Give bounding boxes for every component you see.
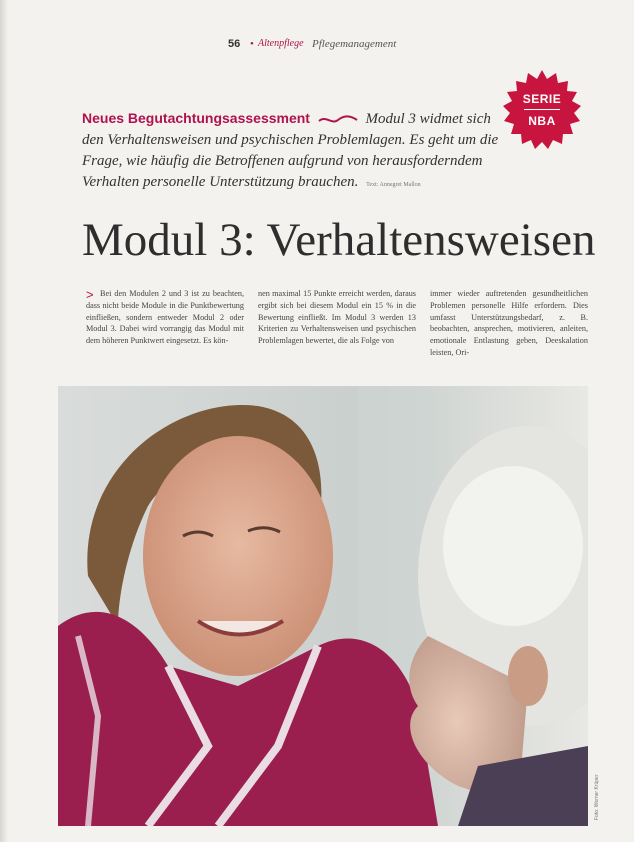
swirl-icon: [318, 115, 358, 125]
column-2-text: nen maximal 15 Punkte erreicht werden, daraus ergibt sich bei diesem Modul ein 15 % in die Bewertung einfließt. Im Modul 3 werden 13 Kriterien zu Verhaltensweisen und psychischen Problemlagen bewertet, die als Folge von: [258, 289, 416, 346]
chevron-right-icon: >: [86, 287, 94, 302]
badge-divider: [524, 109, 560, 110]
header-section: Altenpflege: [258, 38, 304, 49]
text-column-3: [430, 288, 588, 359]
article-photo: [58, 386, 588, 826]
column-3-text: immer wieder auftretenden gesundheitlichen Problemen personelle Hilfe erfordern. Dies umfasst Unterstützungsbedarf, z. B. beobachten, ansprechen, motivieren, anleiten, emotionale Entlastung geben, Deeskalation leisten, Ori-: [430, 289, 588, 357]
page-fold-shadow: [0, 0, 8, 842]
header-separator: •: [250, 38, 254, 50]
column-1-text: Bei den Modulen 2 und 3 ist zu beachten, dass nicht beide Module in die Punktbewertung einfließen, sondern entweder Modul 2 oder Modul 3. Dabei wird vorrangig das Modul mit dem höheren Punktwert eingesetzt. Es kön-: [86, 289, 244, 346]
intro-author: Text: Annegret Mallon: [366, 182, 421, 188]
badge-label-nba: NBA: [528, 114, 556, 128]
intro-text: Modul 3 widmet sich den Verhaltensweisen und psychischen Problemlagen. Es geht um die Frage, wie häufig die Betroffenen aufgrund von herausforderndem Verhalten personelle Unterstützung brauchen.: [82, 111, 499, 190]
text-column-1: [86, 288, 244, 347]
intro-paragraph: [82, 108, 502, 196]
badge-label-series: SERIE: [522, 92, 562, 106]
header-subsection: Pflegemanagement: [312, 38, 397, 50]
starburst-icon: [500, 68, 584, 152]
text-column-2: [258, 288, 416, 347]
article-title: Modul 3: Verhaltensweisen: [82, 214, 596, 266]
intro-kicker: Neues Begutachtungsassessment: [82, 110, 310, 126]
photo-illustration: [58, 386, 588, 826]
photo-credit: Foto: Werner Krüper: [594, 774, 600, 820]
series-badge: [500, 68, 584, 152]
page-number: 56: [228, 38, 241, 50]
running-header: [200, 38, 500, 54]
